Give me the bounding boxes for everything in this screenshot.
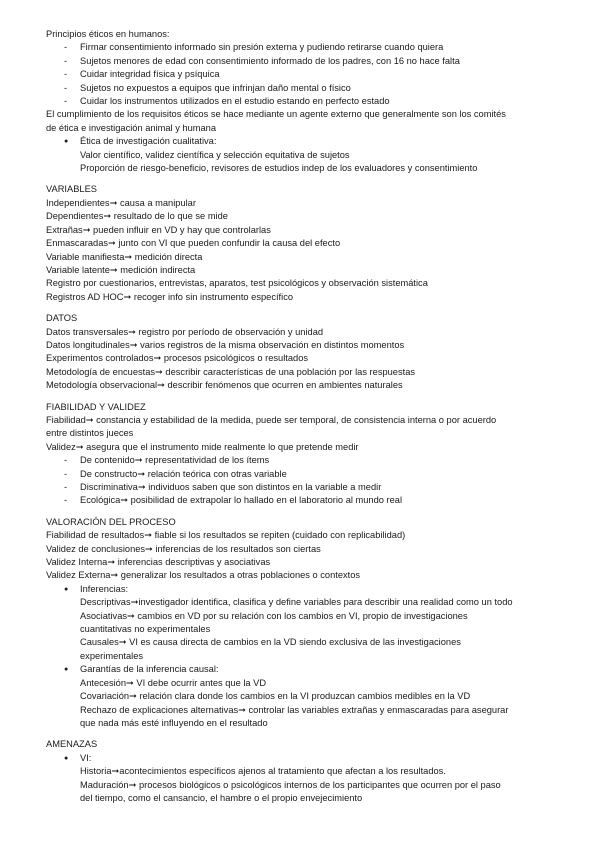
paragraph-line: Validez➞ asegura que el instrumento mide realmente lo que pretende medir [46, 441, 359, 452]
list-item: Datos transversales➞ registro por período de observación y unidad [46, 326, 324, 337]
list-item: Enmascaradas➞ junto con VI que pueden confundir la causa del efecto [46, 238, 341, 249]
list-item: - Cuidar los instrumentos utilizados en el estudio estando en perfecto estado [46, 95, 566, 108]
list-item: - De contenido➞ representatividad de los ítems [46, 454, 566, 467]
sub-line: Descriptivas➞investigador identifica, clasifica y define variables para describir una realidad como un todo [80, 597, 513, 608]
list-item: Validez de conclusiones➞ inferencias de los resultados son ciertas [46, 543, 321, 554]
section-heading: VALORACIÓN DEL PROCESO [46, 516, 176, 527]
sub-line: Antecesión➞ VI debe ocurrir antes que la VD [80, 677, 267, 688]
sub-line: Covariación➞ relación clara donde los cambios en la VI produzcan cambios medibles en la VD [80, 691, 471, 702]
list-item: Registro por cuestionarios, entrevistas, aparatos, test psicológicos y observación sistemática [46, 278, 428, 289]
sub-line: Maduración➞ procesos biológicos o psicológicos internos de los participantes que ocurren por el paso [80, 779, 501, 790]
list-item: - Sujetos no expuestos a equipos que infrinjan daño mental o físico [46, 82, 566, 95]
sub-line: Historia➞acontecimientos específicos ajenos al tratamiento que afectan a los resultados. [80, 766, 446, 777]
section-heading: FIABILIDAD Y VALIDEZ [46, 401, 146, 412]
list-item: Dependientes➞ resultado de lo que se mide [46, 211, 228, 222]
list-item: Variable latente➞ medición indirecta [46, 264, 196, 275]
list-item: Variable manifiesta➞ medición directa [46, 251, 203, 262]
list-item: Fiabilidad de resultados➞ fiable si los resultados se repiten (cuidado con replicabilidad) [46, 530, 406, 541]
paragraph-line: de ética e investigación animal y humana [46, 122, 217, 133]
list-item: Experimentos controlados➞ procesos psicológicos o resultados [46, 353, 309, 364]
section-heading: AMENAZAS [46, 739, 98, 750]
sub-line: cuantitativas no experimentales [80, 624, 211, 635]
list-item: Metodología de encuestas➞ describir características de una población por las respuestas [46, 366, 416, 377]
sub-line: Valor científico, validez científica y selección equitativa de sujetos [80, 149, 350, 160]
list-item: - Sujetos menores de edad con consentimiento informado de los padres, con 16 no hace falta [46, 55, 566, 68]
list-item: - Ecológica➞ posibilidad de extrapolar lo hallado en el laboratorio al mundo real [46, 494, 566, 507]
bullet-item: ● VI: [46, 752, 566, 765]
list-item: Independientes➞ causa a manipular [46, 197, 196, 208]
list-item: Registros AD HOC➞ recoger info sin instrumento específico [46, 291, 294, 302]
section-heading: DATOS [46, 313, 78, 324]
paragraph-line: entre distintos jueces [46, 428, 134, 439]
section-heading: VARIABLES [46, 184, 97, 195]
bullet-item: ● Garantías de la inferencia causal: [46, 663, 566, 676]
sub-line: Asociativas➞ cambios en VD por su relación con los cambios en VI, propio de investigaciones [80, 610, 468, 621]
list-item: - Firmar consentimiento informado sin presión externa y pudiendo retirarse cuando quiera [46, 41, 566, 54]
etica-title: Principios éticos en humanos: [46, 29, 170, 39]
list-item: - Cuidar integridad física y psíquica [46, 68, 566, 81]
sub-line: Proporción de riesgo-beneficio, revisores de estudios indep de los evaluadores y consentimiento [80, 163, 478, 174]
document-page [46, 28, 566, 805]
list-item: Datos longitudinales➞ varios registros de la misma observación en distintos momentos [46, 339, 405, 350]
paragraph-line: Fiabilidad➞ constancia y estabilidad de la medida, puede ser temporal, de consistencia interna o por acuerdo [46, 414, 497, 425]
list-item: Validez Interna➞ inferencias descriptivas y asociativas [46, 557, 271, 568]
sub-line: que nada más esté influyendo en el resultado [80, 717, 268, 728]
list-item: Validez Externa➞ generalizar los resultados a otras poblaciones o contextos [46, 570, 361, 581]
list-item: Extrañas➞ pueden influir en VD y hay que controlarlas [46, 224, 271, 235]
sub-line: del tiempo, como el cansancio, el hambre o el propio envejecimiento [80, 792, 363, 803]
sub-line: Rechazo de explicaciones alternativas➞ controlar las variables extrañas y enmascaradas para asegurar [80, 704, 509, 715]
bullet-item: ● Ética de investigación cualitativa: [46, 135, 566, 148]
list-item: - De constructo➞ relación teórica con otras variable [46, 468, 566, 481]
list-item: - Discriminativa➞ individuos saben que son distintos en la variable a medir [46, 481, 566, 494]
paragraph-line: El cumplimiento de los requisitos éticos se hace mediante un agente externo que generalmente son los comités [46, 109, 506, 120]
list-item: Metodología observacional➞ describir fenómenos que ocurren en ambientes naturales [46, 380, 403, 391]
sub-line: experimentales [80, 650, 144, 661]
bullet-item: ● Inferencias: [46, 583, 566, 596]
sub-line: Causales➞ VI es causa directa de cambios en la VD siendo exclusiva de las investigaciones [80, 637, 461, 648]
